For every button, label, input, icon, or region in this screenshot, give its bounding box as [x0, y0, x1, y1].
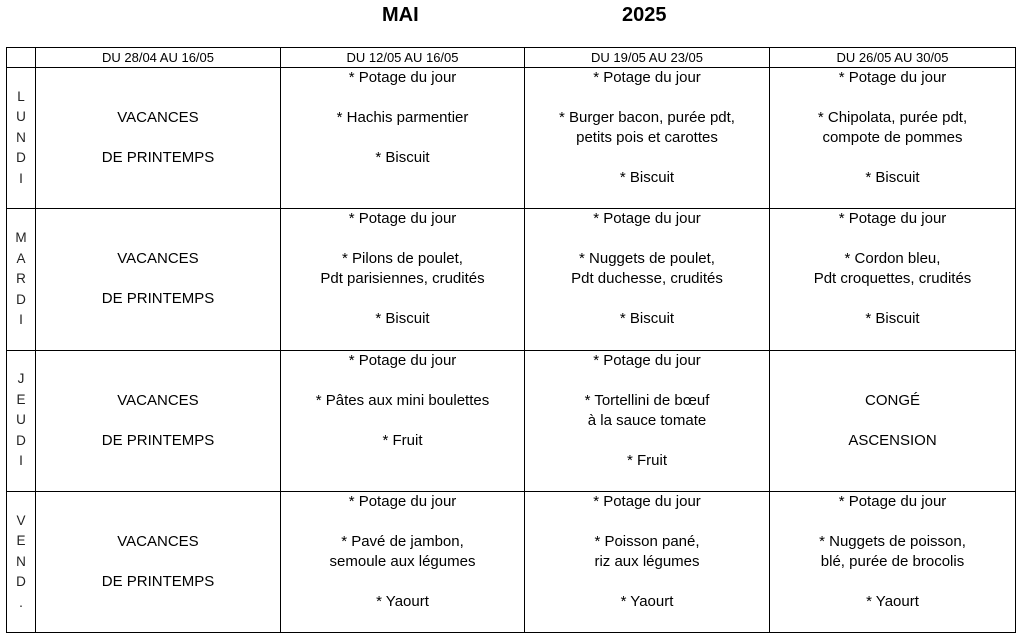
- day-label-letter: M: [15, 230, 27, 246]
- day-label-letter: N: [16, 129, 26, 145]
- day-label-letter: E: [16, 391, 26, 407]
- menu-item: * Potage du jour: [838, 492, 947, 510]
- menu-cell: [770, 68, 1016, 209]
- menu-item: * Biscuit: [375, 149, 430, 166]
- week-header-row: [7, 48, 1016, 68]
- day-label-letter: I: [19, 453, 23, 469]
- day-label-vendredi: [7, 491, 36, 632]
- day-label-letter: I: [19, 170, 23, 186]
- menu-item: * Biscuit: [619, 310, 675, 328]
- menu-item: * Pâtes aux mini boulettes: [315, 391, 490, 409]
- menu-cell: [281, 491, 525, 632]
- vacation-text: DE PRINTEMPS: [101, 149, 215, 167]
- day-label-lundi: [7, 68, 36, 209]
- day-label-letter: L: [17, 88, 25, 104]
- day-label-letter: E: [16, 533, 26, 549]
- day-label-letter: A: [16, 250, 26, 266]
- holiday-text: CONGÉ: [864, 391, 920, 409]
- day-label-mardi: [7, 209, 36, 350]
- menu-cell: [281, 350, 525, 491]
- month-title: MAI: [382, 4, 419, 26]
- week-header: DU 26/05 AU 30/05: [770, 48, 1016, 68]
- menu-item: * Potage du jour: [593, 351, 701, 369]
- menu-table: [6, 47, 1016, 633]
- vacation-text: DE PRINTEMPS: [101, 431, 215, 449]
- year-title: 2025: [622, 4, 667, 26]
- menu-item: * Biscuit: [619, 169, 675, 186]
- day-label-letter: V: [16, 512, 26, 528]
- menu-item: * Burger bacon, purée pdt, petits pois et carottes: [559, 109, 735, 146]
- menu-item: * Yaourt: [866, 592, 919, 610]
- menu-item: * Biscuit: [865, 310, 920, 328]
- vacation-cell: [36, 209, 281, 350]
- vacation-cell: [36, 491, 281, 632]
- menu-cell: [525, 209, 770, 350]
- menu-item: * Potage du jour: [593, 69, 701, 86]
- day-row-lundi: [7, 68, 1016, 209]
- day-row-mardi: [7, 209, 1016, 350]
- day-row-vendredi: [7, 491, 1016, 632]
- menu-item: * Fruit: [626, 451, 667, 469]
- menu-item: * Potage du jour: [593, 210, 701, 228]
- day-label-letter: U: [16, 109, 26, 125]
- day-label-letter: R: [16, 271, 26, 287]
- menu-item: * Yaourt: [620, 592, 674, 610]
- vacation-text: DE PRINTEMPS: [101, 572, 215, 590]
- day-label-letter: D: [16, 150, 26, 166]
- day-label-letter: D: [16, 291, 26, 307]
- holiday-text: ASCENSION: [848, 431, 937, 449]
- vacation-text: VACANCES: [117, 250, 199, 268]
- day-label-jeudi: [7, 350, 36, 491]
- menu-item: * Potage du jour: [348, 492, 457, 510]
- week-header: DU 19/05 AU 23/05: [525, 48, 770, 68]
- menu-cell: [770, 491, 1016, 632]
- vacation-text: VACANCES: [117, 109, 199, 127]
- menu-item: * Poisson pané, riz aux légumes: [594, 532, 700, 570]
- menu-item: * Hachis parmentier: [336, 109, 469, 126]
- day-label-letter: .: [19, 594, 23, 610]
- day-label-letter: D: [16, 432, 26, 448]
- menu-item: * Potage du jour: [348, 210, 457, 228]
- day-label-letter: I: [19, 312, 23, 328]
- menu-item: * Potage du jour: [838, 210, 947, 228]
- menu-item: * Fruit: [382, 431, 423, 449]
- day-label-letter: J: [17, 371, 25, 387]
- day-row-jeudi: [7, 350, 1016, 491]
- menu-item: * Nuggets de poulet, Pdt duchesse, crudités: [571, 250, 723, 288]
- vacation-cell: [36, 68, 281, 209]
- vacation-text: VACANCES: [117, 391, 199, 409]
- menu-item: * Pavé de jambon, semoule aux légumes: [329, 532, 476, 570]
- week-header: DU 28/04 AU 16/05: [36, 48, 281, 68]
- menu-cell: [525, 491, 770, 632]
- menu-item: * Yaourt: [376, 592, 429, 610]
- menu-cell: [525, 350, 770, 491]
- menu-item: * Tortellini de bœuf à la sauce tomate: [584, 391, 710, 429]
- menu-cell: [525, 68, 770, 209]
- holiday-cell: [770, 350, 1016, 491]
- day-label-letter: U: [16, 412, 26, 428]
- menu-item: * Pilons de poulet, Pdt parisiennes, crudités: [320, 250, 485, 288]
- vacation-text: DE PRINTEMPS: [101, 290, 215, 308]
- menu-item: * Potage du jour: [348, 69, 457, 86]
- menu-item: * Chipolata, purée pdt, compote de pommes: [817, 109, 968, 146]
- menu-cell: [770, 209, 1016, 350]
- menu-item: * Potage du jour: [838, 69, 947, 86]
- corner-cell: [7, 48, 36, 68]
- menu-item: * Potage du jour: [348, 351, 457, 369]
- menu-cell: [281, 209, 525, 350]
- vacation-cell: [36, 350, 281, 491]
- menu-item: * Nuggets de poisson, blé, purée de brocolis: [819, 532, 966, 570]
- week-header: DU 12/05 AU 16/05: [281, 48, 525, 68]
- menu-item: * Biscuit: [865, 169, 920, 186]
- menu-cell: [281, 68, 525, 209]
- menu-item: * Biscuit: [375, 310, 430, 328]
- day-label-letter: D: [16, 574, 26, 590]
- menu-item: * Potage du jour: [593, 492, 701, 510]
- menu-item: * Cordon bleu, Pdt croquettes, crudités: [813, 250, 972, 288]
- vacation-text: VACANCES: [117, 532, 199, 550]
- day-label-letter: N: [16, 553, 26, 569]
